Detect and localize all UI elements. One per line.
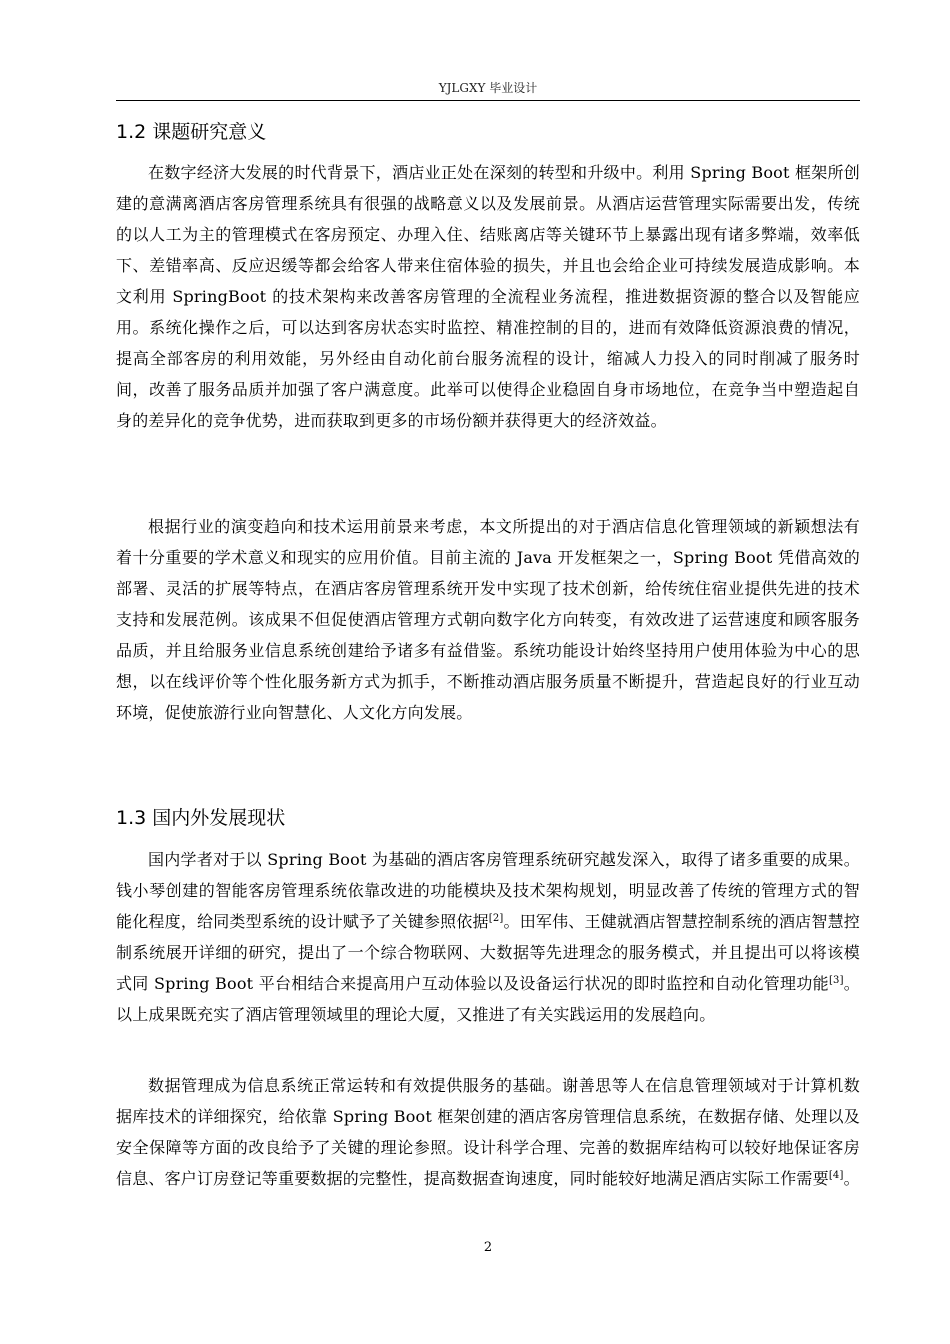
page-number: 2 [483, 1240, 493, 1255]
citation-ref: [3] [828, 975, 844, 986]
paragraph-text: 。田军伟、王健就酒店智慧控制系统的酒店智慧控制系统展开详细的研究，提出了一个综合物联网、大数据等先进理念的服务模式，并且提出可以将该模式同 Spring Boot 平台相结合来提高用户互动体验以及设备运行状况的即时监控和自动化管理功能 [116, 912, 860, 993]
paragraph-research-significance-1: 在数字经济大发展的时代背景下，酒店业正处在深刻的转型和升级中。利用 Spring Boot 框架所创建的意满离酒店客房管理系统具有很强的战略意义以及发展前景。从酒店运营管理实际需要出发，传统的以人工为主的管理模式在客房预定、办理入住、结账离店等关键环节上暴露出现有诸多弊端，效率低下、差错率高、反应迟缓等都会给客人带来住宿体验的损失，并且也会给企业可持续发展造成影响。本文利用 SpringBoot 的技术架构来改善客房管理的全流程业务流程，推进数据资源的整合以及智能应用。系统化操作之后，可以达到客房状态实时监控、精准控制的目的，进而有效降低资源浪费的情况，提高全部客房的利用效能，另外经由自动化前台服务流程的设计，缩减人力投入的同时削减了服务时间，改善了服务品质并加强了客户满意度。此举可以使得企业稳固自身市场地位，在竞争当中塑造起自身的差异化的竞争优势，进而获取到更多的市场份额并获得更大的经济效益。 [116, 163, 860, 430]
paragraph-text: 。 [843, 1169, 860, 1188]
paragraph-research-significance-2: 根据行业的演变趋向和技术运用前景来考虑，本文所提出的对于酒店信息化管理领域的新颖想法有着十分重要的学术意义和现实的应用价值。目前主流的 Java 开发框架之一，Spring Boot 凭借高效的部署、灵活的扩展等特点，在酒店客房管理系统开发中实现了技术创新，给传统住宿业提供先进的技术支持和发展范例。该成果不但促使酒店管理方式朝向数字化方向转变，有效改进了运营速度和顾客服务品质，并且给服务业信息系统创建给予诸多有益借鉴。系统功能设计始终坚持用户使用体验为中心的思想，以在线评价等个性化服务新方式为抓手，不断推动酒店服务质量不断提升，营造起良好的行业互动环境，促使旅游行业向智慧化、人文化方向发展。 [116, 517, 860, 722]
section-heading-1-2: 1.2 课题研究意义 [116, 121, 267, 143]
running-header: YJLGXY 毕业设计 [438, 81, 538, 95]
header-rule [116, 100, 860, 101]
section-heading-1-3: 1.3 国内外发展现状 [116, 807, 286, 829]
paragraph-text: 国内学者对于以 Spring Boot 为基础的酒店客房管理系统研究越发深入，取得了诸多重要的成果。钱小琴创建的智能客房管理系统依靠改进的功能模块及技术架构规划，明显改善了传统的管理方式的智能化程度，给同类型系统的设计赋予了关键参照依据 [116, 850, 860, 931]
paragraph-text: 。以上成果既充实了酒店管理领域里的理论大厦，又推进了有关实践运用的发展趋向。 [116, 974, 860, 1024]
paragraph-domestic-status-1 [116, 844, 860, 1030]
paragraph-domestic-status-2 [116, 1070, 860, 1194]
paragraph-text: 数据管理成为信息系统正常运转和有效提供服务的基础。谢善思等人在信息管理领域对于计算机数据库技术的详细探究，给依靠 Spring Boot 框架创建的酒店客房管理信息系统，在数据存储、处理以及安全保障等方面的改良给予了关键的理论参照。设计科学合理、完善的数据库结构可以较好地保证客房信息、客户订房登记等重要数据的完整性，提高数据查询速度，同时能较好地满足酒店实际工作需要 [116, 1076, 860, 1188]
citation-ref: [2] [488, 913, 504, 924]
citation-ref: [4] [828, 1170, 844, 1181]
